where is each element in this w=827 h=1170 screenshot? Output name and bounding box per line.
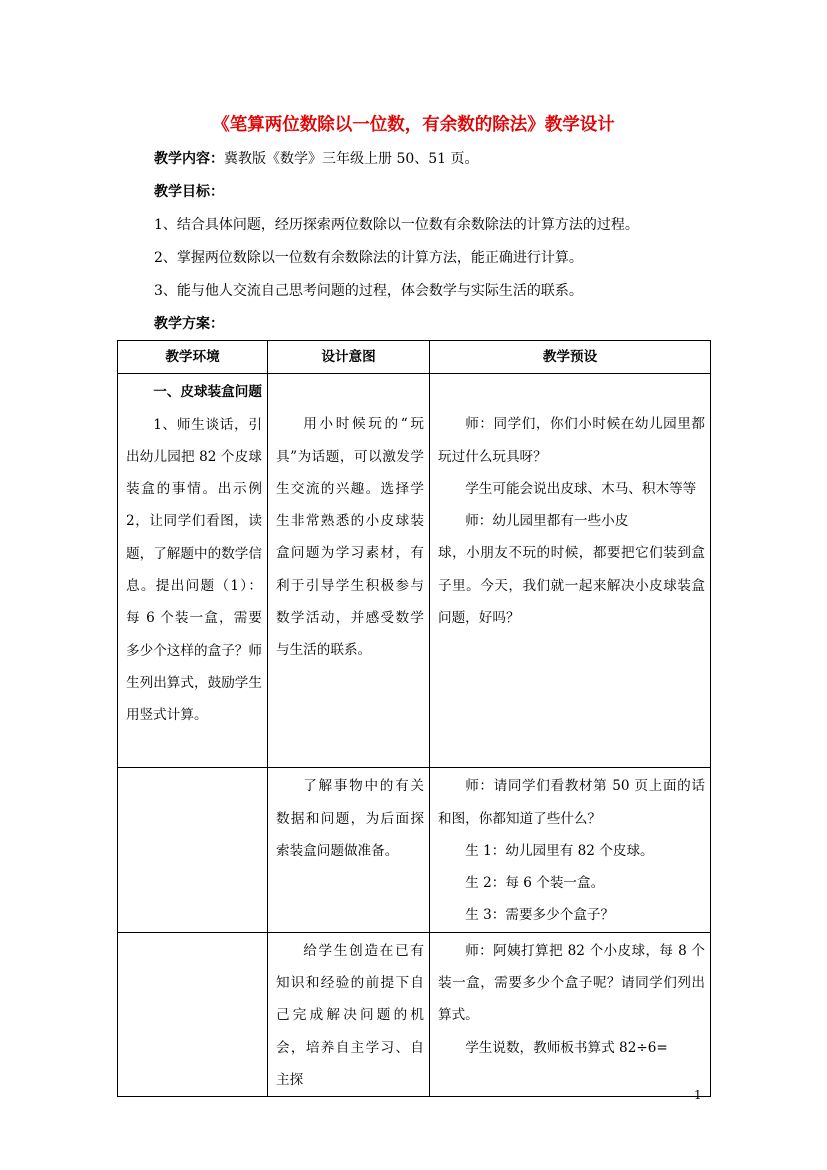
- goal-item-3: 3、能与他人交流自己思考问题的过程，体会数学与实际生活的联系。: [154, 283, 583, 299]
- preset-line: 生 1：幼儿园里有 82 个皮球。: [465, 842, 654, 859]
- table-row: [118, 768, 711, 932]
- env-text: 1、师生谈话，引出幼儿园把 82 个皮球装盒的事情。出示例 2，让同学们看图，读题，了解题中的数学信息。提出问题（1）：每 6 个装一盒，需要多少个这样的盒子？师生列出算式，鼓励学生用竖式计算。: [126, 416, 262, 724]
- header-env: 教学环境: [118, 341, 268, 374]
- teaching-content-line: [154, 150, 479, 168]
- teaching-plan-label: [154, 315, 224, 333]
- env-heading: 一、皮球装盒问题: [153, 384, 262, 401]
- table-row: [118, 932, 711, 1096]
- intent-cell: [268, 932, 430, 1096]
- teaching-plan-heading: 教学方案：: [154, 316, 224, 332]
- preset-line: 生 3：需要多少个盒子？: [465, 907, 615, 924]
- preset-line: 师：请同学们看教材第 50 页上面的话和图，你都知道了些什么？: [438, 778, 705, 827]
- preset-cell: [430, 932, 711, 1096]
- env-cell: [118, 932, 268, 1096]
- intent-cell: [268, 768, 430, 932]
- preset-line: 生 2：每 6 个装一盒。: [465, 875, 605, 892]
- teaching-goals-label: [154, 183, 224, 201]
- teaching-plan-table: [117, 340, 711, 1097]
- preset-line: 学生可能会说出皮球、木马、积木等等: [465, 480, 697, 497]
- table-row: [118, 374, 711, 768]
- teaching-goals-heading: 教学目标：: [154, 184, 224, 200]
- env-cell: [118, 768, 268, 932]
- page-number: 1: [694, 1088, 702, 1102]
- intent-text: 了解事物中的有关数据和问题，为后面探索装盒问题做准备。: [276, 778, 424, 859]
- preset-line: 球，小朋友不玩的时候，都要把它们装到盒子里。今天，我们就一起来解决小皮球装盒问题，好吗？: [438, 545, 705, 627]
- goal-item-2: 2、掌握两位数除以一位数有余数除法的计算方法，能正确进行计算。: [154, 250, 583, 266]
- preset-line: 师：幼儿园里都有一些小皮: [465, 513, 629, 530]
- teaching-content-label: 教学内容：: [154, 151, 224, 167]
- preset-cell: [430, 374, 711, 768]
- intent-text: 给学生创造在已有知识和经验的前提下自己完成解决问题的机会，培养自主学习、自主探: [276, 942, 424, 1088]
- preset-line: 学生说数，教师板书算式 82÷6=: [465, 1039, 668, 1056]
- intent-cell: [268, 374, 430, 768]
- document-title: 《笔算两位数除以一位数，有余数的除法》教学设计: [212, 115, 615, 135]
- preset-cell: [430, 768, 711, 932]
- header-intent: 设计意图: [268, 341, 430, 374]
- preset-line: 师：同学们，你们小时候在幼儿园里都玩过什么玩具呀？: [438, 416, 705, 465]
- env-cell: [118, 374, 268, 768]
- header-preset: 教学预设: [430, 341, 711, 374]
- goal-item-1: 1、结合具体问题，经历探索两位数除以一位数有余数除法的计算方法的过程。: [154, 217, 639, 233]
- preset-line: 师：阿姨打算把 82 个小皮球，每 8 个装一盒，需要多少个盒子呢？请同学们列出算式。: [438, 942, 705, 1024]
- table-header-row: [118, 341, 711, 374]
- teaching-content-text: 冀教版《数学》三年级上册 50、51 页。: [224, 151, 479, 167]
- intent-text: 用小时候玩的“玩具”为话题，可以激发学生交流的兴趣。选择学生非常熟悉的小皮球装盒问题为学习素材，有利于引导学生积极参与数学活动，并感受数学与生活的联系。: [276, 416, 424, 659]
